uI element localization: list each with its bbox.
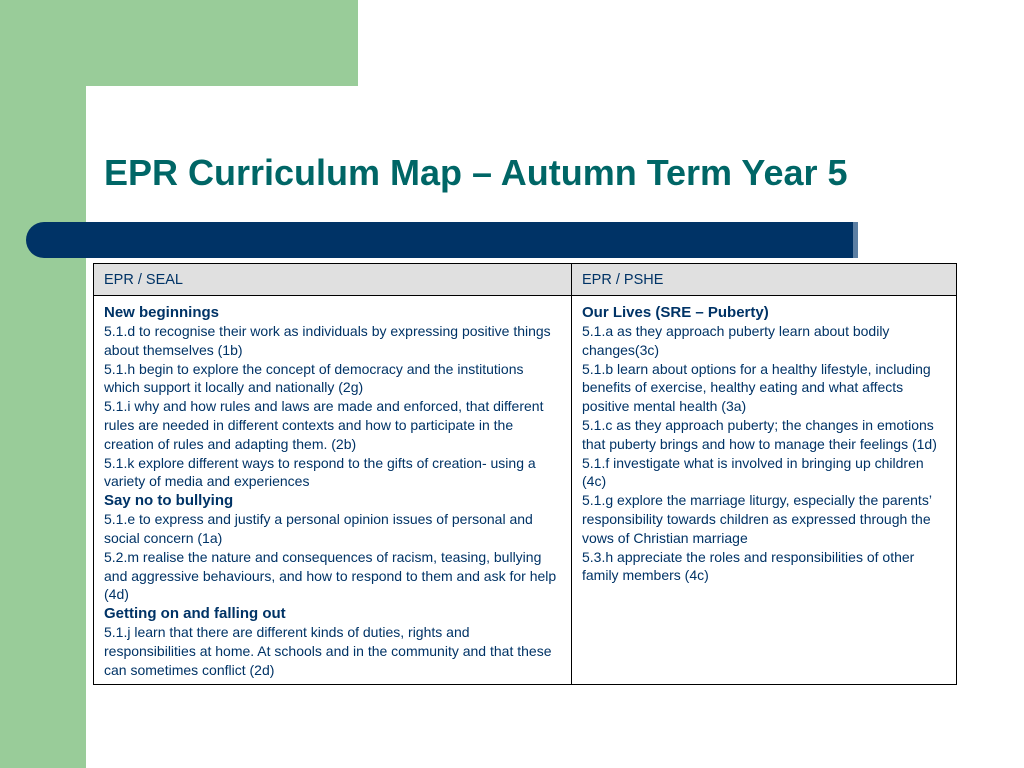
content-row	[94, 296, 957, 685]
objective-item: 5.1.h begin to explore the concept of democracy and the institutions which support it locally and nationally (2g)	[104, 360, 524, 396]
objective-item: 5.3.h appreciate the roles and responsibilities of other family members (4c)	[582, 548, 915, 584]
objective-item: 5.1.b learn about options for a healthy lifestyle, including benefits of exercise, healthy eating and what affects positive mental health (3a)	[582, 360, 931, 415]
header-row	[94, 264, 957, 296]
header-epr-pshe: EPR / PSHE	[572, 264, 957, 296]
objective-item: 5.1.c as they approach puberty; the changes in emotions that puberty brings and how to manage their feelings (1d)	[582, 416, 937, 452]
objective-item: 5.2.m realise the nature and consequences of racism, teasing, bullying and aggressive behaviours, and how to respond to them and ask for help (4d)	[104, 548, 557, 603]
objective-item: 5.1.g explore the marriage liturgy, especially the parents’ responsibility towards children as expressed through the vows of Christian marriage	[582, 492, 932, 546]
objective-item: 5.1.i why and how rules and laws are made and enforced, that different rules are needed in different contexts and how to participate in the creation of rules and adapting them. (2b)	[104, 398, 544, 452]
section-heading: Getting on and falling out	[104, 605, 286, 623]
title-underline-bar	[26, 222, 853, 258]
green-top-band	[0, 0, 358, 86]
objective-item: 5.1.j learn that there are different kinds of duties, rights and responsibilities at home. At schools and in the community and that these can sometimes conflict (2d)	[104, 624, 552, 678]
objective-item: 5.1.e to express and justify a personal opinion issues of personal and social concern (1a)	[104, 511, 533, 546]
header-epr-seal: EPR / SEAL	[94, 264, 572, 296]
seal-cell	[94, 296, 572, 685]
section-heading: New beginnings	[104, 304, 220, 321]
section-heading: Say no to bullying	[104, 492, 234, 510]
green-side-band	[0, 0, 86, 768]
objective-item: 5.1.d to recognise their work as individuals by expressing positive things about themselves (1b)	[104, 323, 551, 358]
section-heading: Our Lives (SRE – Puberty)	[582, 304, 769, 321]
objective-item: 5.1.f investigate what is involved in bringing up children (4c)	[582, 454, 924, 490]
slide-title: EPR Curriculum Map – Autumn Term Year 5	[104, 152, 848, 193]
curriculum-table	[93, 263, 957, 685]
pshe-cell	[572, 296, 957, 685]
objective-item: 5.1.a as they approach puberty learn about bodily changes(3c)	[582, 323, 890, 358]
objective-item: 5.1.k explore different ways to respond to the gifts of creation- using a variety of media and experiences	[104, 454, 536, 490]
